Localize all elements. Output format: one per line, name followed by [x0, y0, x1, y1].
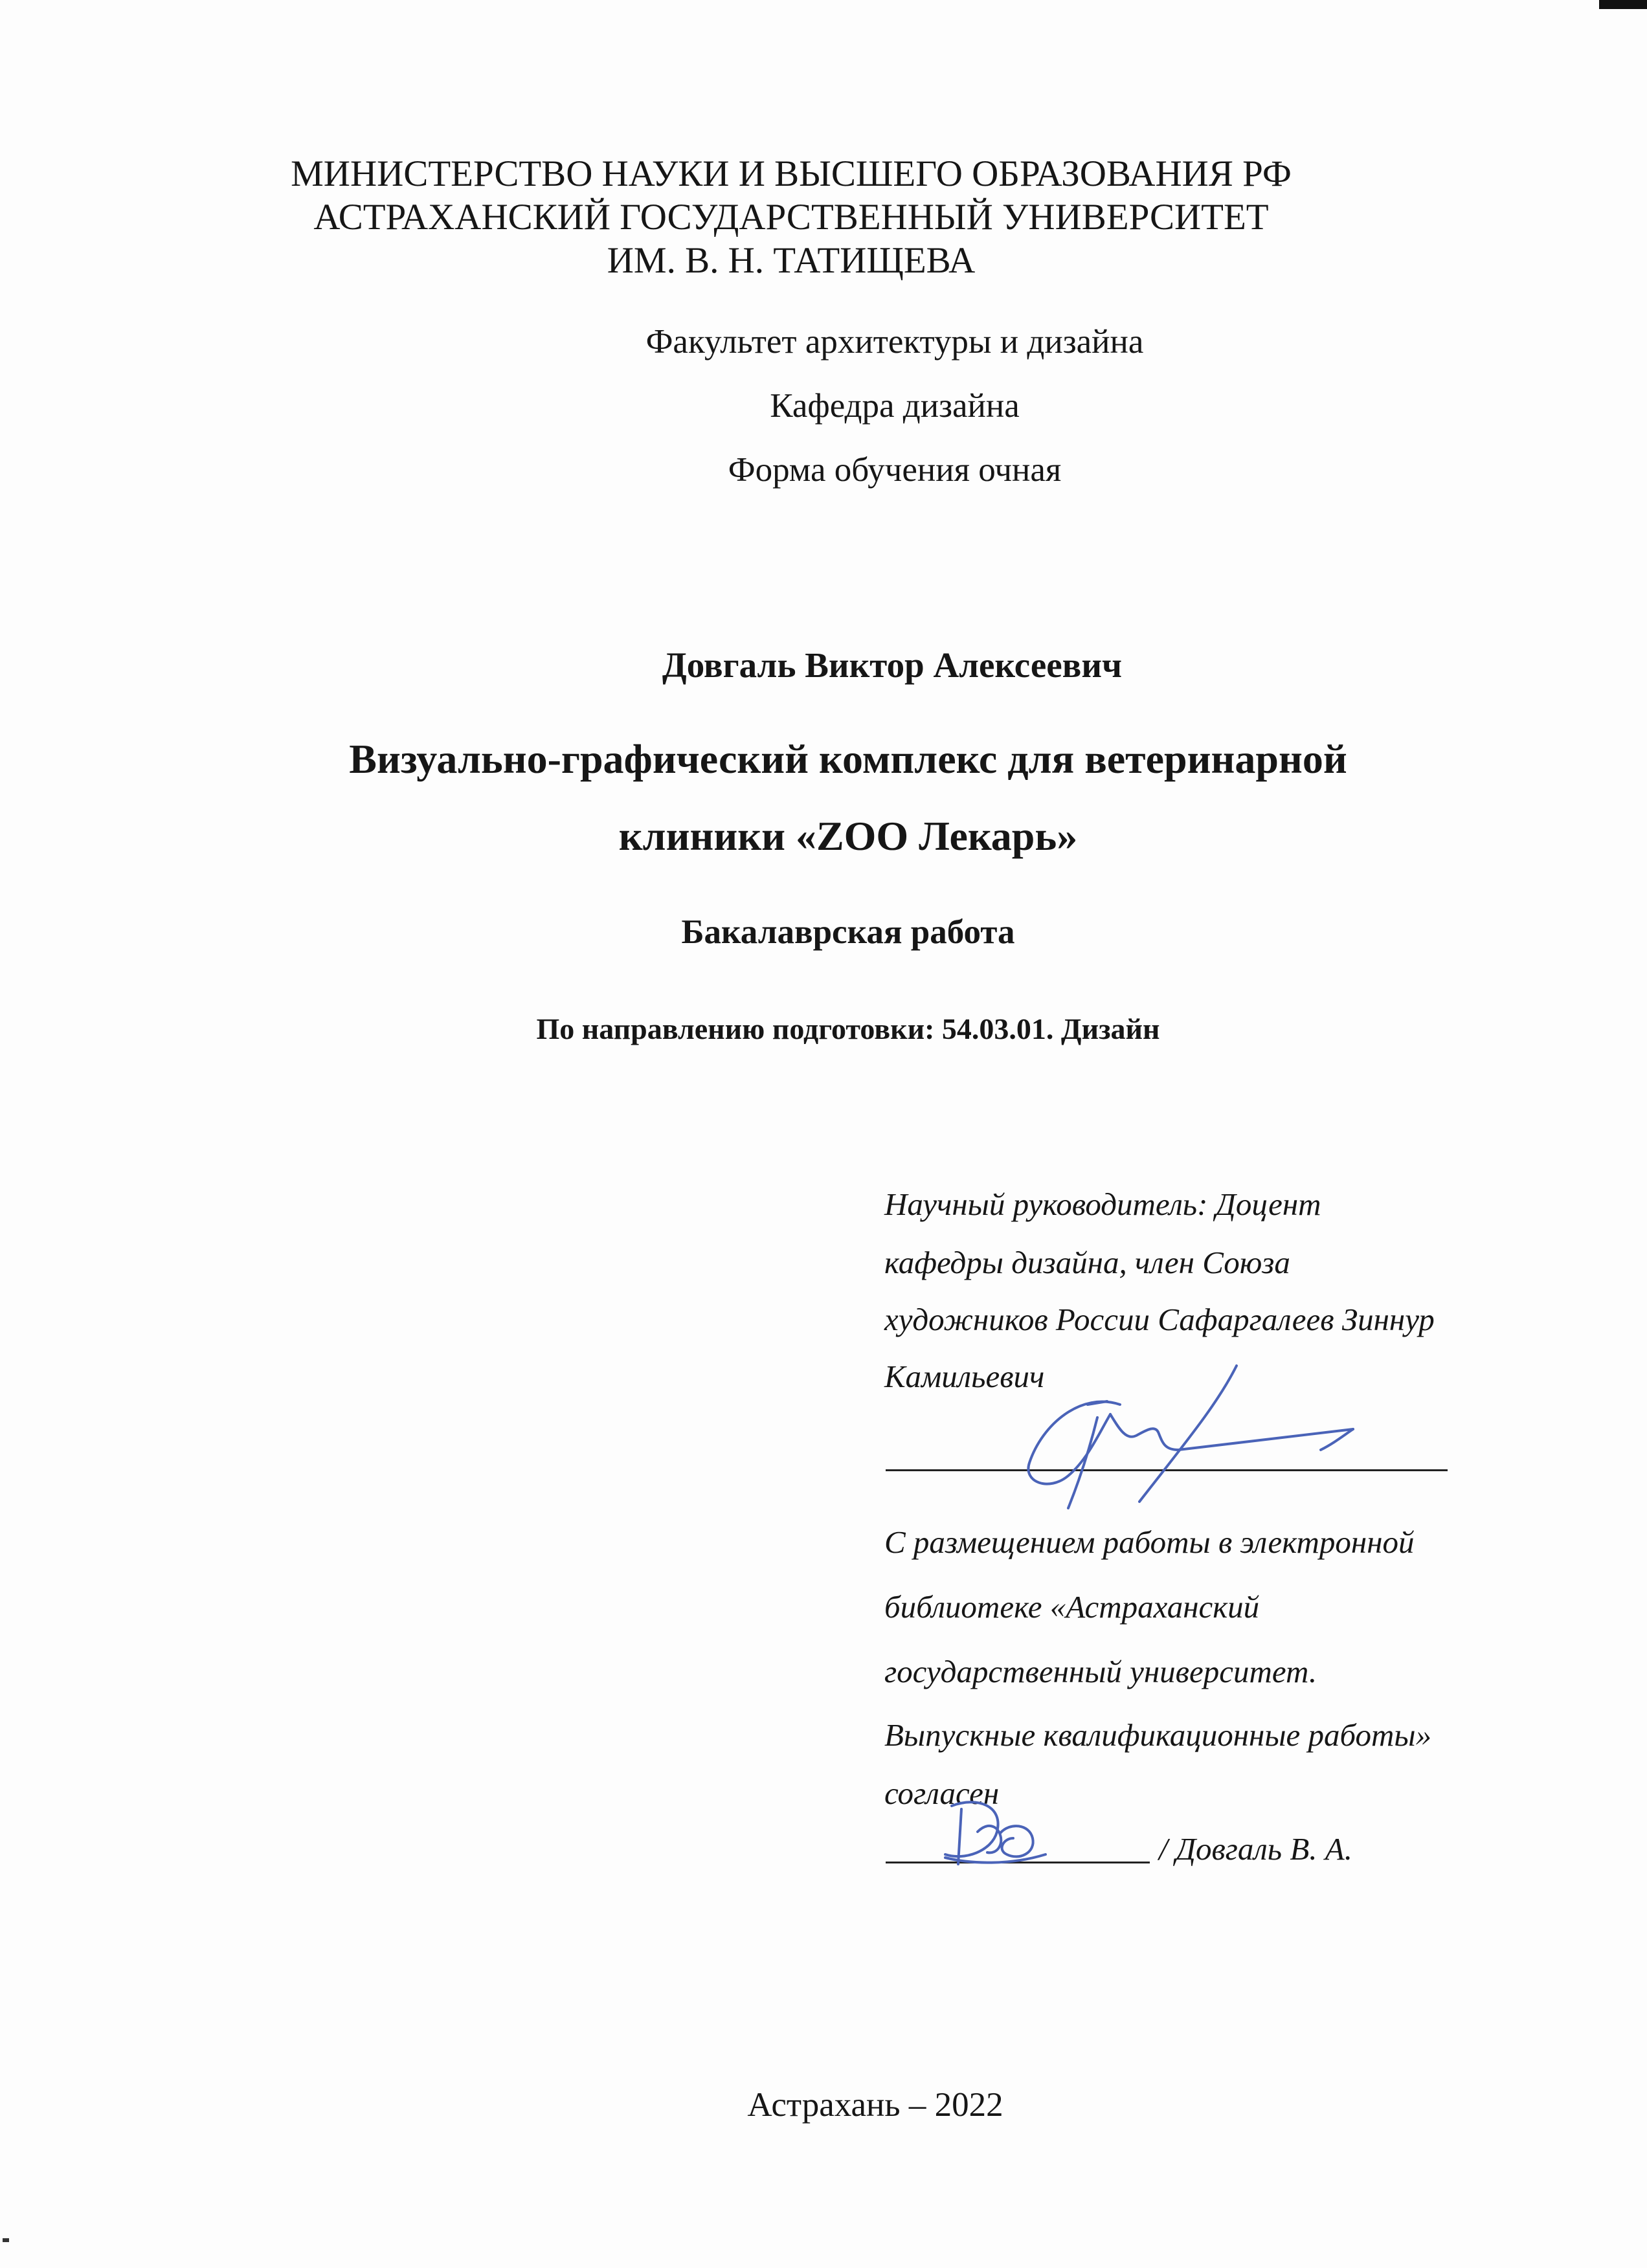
supervisor-line-1: Научный руководитель: Доцент	[884, 1186, 1321, 1222]
consent-line-2: библиотеке «Астраханский	[884, 1589, 1260, 1625]
supervisor-line-4: Камильевич	[884, 1359, 1045, 1394]
university-name-line: ИМ. В. Н. ТАТИЩЕВА	[607, 240, 976, 281]
consent-line-1: С размещением работы в электронной	[884, 1524, 1415, 1560]
supervisor-line-3: художников России Сафаргалеев Зиннур	[884, 1302, 1435, 1337]
direction-line: По направлению подготовки: 54.03.01. Дизайн	[536, 1012, 1160, 1045]
ministry-line: МИНИСТЕРСТВО НАУКИ И ВЫСШЕГО ОБРАЗОВАНИЯ РФ	[291, 153, 1292, 194]
thesis-title-line-1: Визуально-графический комплекс для ветеринарной	[349, 736, 1347, 782]
scan-dust-mark	[3, 2238, 9, 2242]
thesis-title-line-2: клиники «ZOO Лекарь»	[618, 813, 1078, 859]
university-line: АСТРАХАНСКИЙ ГОСУДАРСТВЕННЫЙ УНИВЕРСИТЕТ	[313, 197, 1269, 238]
student-signature	[932, 1793, 1062, 1884]
faculty-line: Факультет архитектуры и дизайна	[645, 323, 1144, 361]
city-year: Астрахань – 2022	[747, 2086, 1003, 2124]
consent-line-3: государственный университет.	[884, 1654, 1317, 1689]
work-type: Бакалаврская работа	[681, 913, 1015, 951]
study-form-line: Форма обучения очная	[728, 451, 1062, 489]
supervisor-line-2: кафедры дизайна, член Союза	[884, 1245, 1290, 1280]
consent-line-4: Выпускные квалификационные работы»	[884, 1717, 1432, 1753]
consent-line-5: согласен	[884, 1775, 1000, 1811]
author-name: Довгаль Виктор Алексеевич	[662, 645, 1123, 685]
chair-line: Кафедра дизайна	[770, 387, 1020, 425]
scan-corner-mark	[1599, 0, 1647, 9]
supervisor-signature	[971, 1353, 1372, 1521]
student-signer-name: / Довгаль В. А.	[1159, 1831, 1352, 1867]
